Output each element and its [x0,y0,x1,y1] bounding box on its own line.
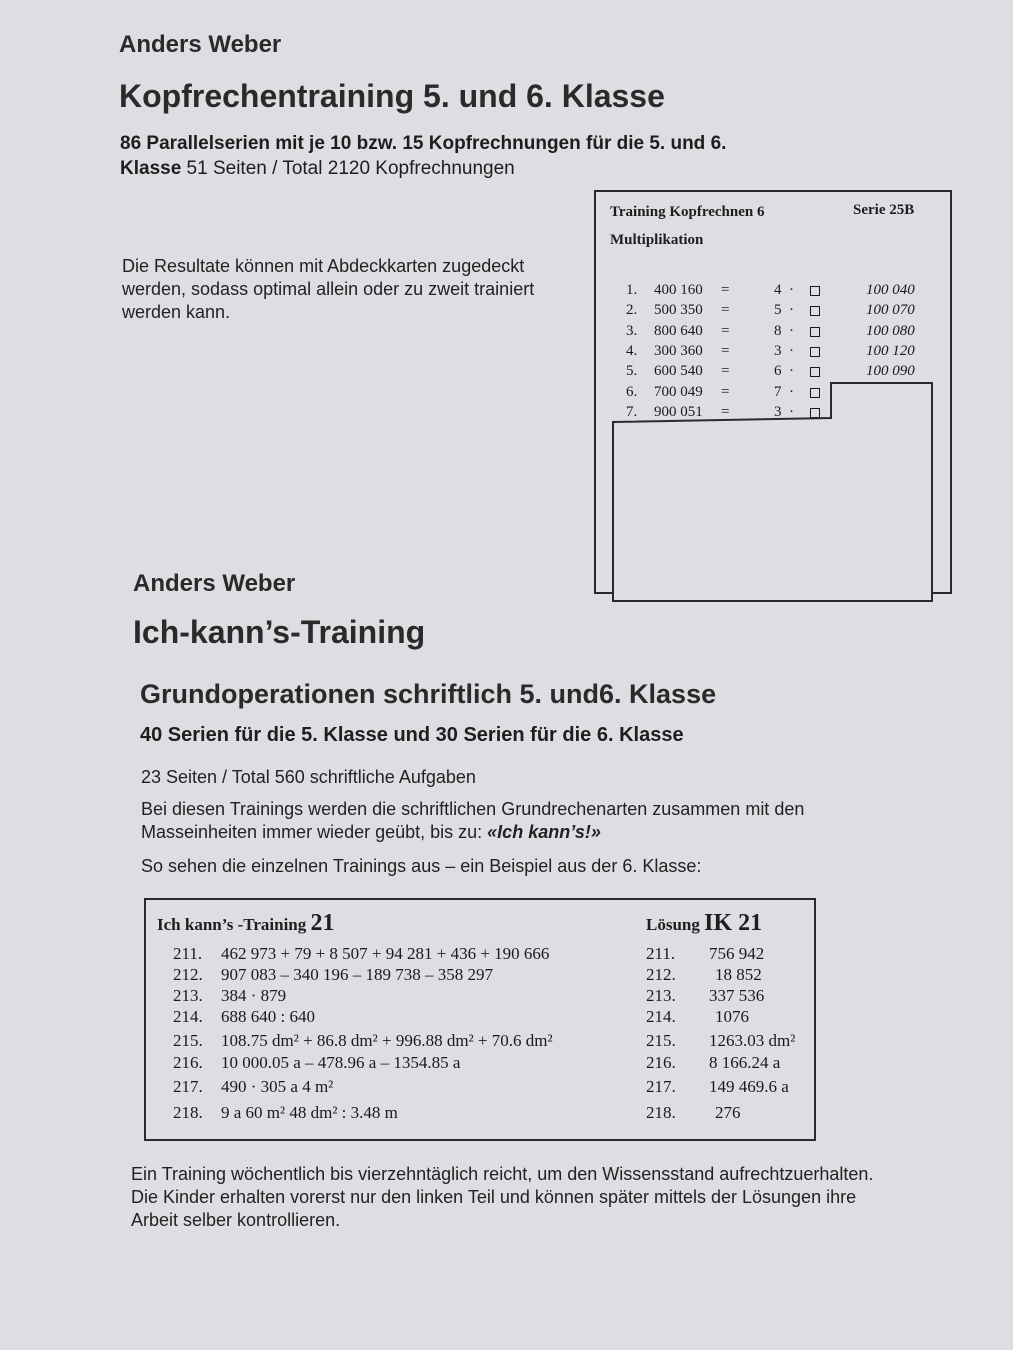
ik-row-task: 490 · 305 a 4 m² [221,1077,334,1096]
card-row-n: 6. [626,383,638,400]
ik-row-ln: 218. [646,1103,676,1122]
ik-row-ln: 213. [646,986,676,1005]
ich-kanns-box [144,898,816,1141]
book2-subtitle: Grundoperationen schriftlich 5. und6. Klasse [140,679,717,709]
ik-row-sol: 149 469.6 a [709,1077,789,1096]
card-row-f: 3 [774,342,782,359]
ik-row-sol: 8 166.24 a [709,1053,781,1072]
card-row-n: 5. [626,363,638,380]
ik-right-number: IK 21 [704,910,763,936]
card-row-answer: 100 070 [866,302,915,319]
ik-row-n: 212. [173,965,203,984]
card-row-val: 800 640 [654,322,703,339]
card-row-f: 4 [774,282,782,298]
book1-subtitle-bold: Klasse [120,158,182,179]
book2-example-intro: So sehen die einzelnen Trainings aus – ein Beispiel aus der 6. Klasse: [141,856,702,876]
book1-description: Die Resultate können mit Abdeckkarten zugedeckt werden, sodass optimal allein oder zu zweit trainiert werden kann. [122,256,535,322]
card-title: Training Kopfrechnen 6 [610,204,765,220]
book2-author: Anders Weber [133,570,296,597]
card-row-val: 600 540 [654,363,703,380]
card-row [596,302,926,322]
ik-left-title: Ich kann’s -Training [157,915,311,934]
card-row-eq: = [721,363,730,380]
ik-right-header [646,910,762,937]
answer-box-icon [810,306,820,316]
card-row-n: 3. [626,322,638,339]
card-serie: Serie 25B [853,202,915,218]
card-row [596,363,926,383]
card-row-answer: 100 080 [866,322,915,339]
card-row-eq: = [721,383,730,400]
card-row-n: 7. [626,403,638,420]
answer-box-icon [810,347,820,357]
answer-box-icon [810,367,820,377]
book2-intro-line2-text: Masseinheiten immer wieder geübt, bis zu: [141,822,488,842]
ik-row-task: 9 a 60 m² 48 dm² : 3.48 m [221,1103,398,1122]
ik-row-n: 213. [173,986,203,1005]
ik-row-n: 214. [173,1007,203,1026]
card-row-val: 400 160 [654,282,703,298]
ik-row-sol: 1076 [715,1007,749,1026]
card-row-n: 4. [626,342,638,359]
book2-intro-quote: «Ich kann’s!» [487,822,601,842]
book1-author: Anders Weber [119,31,282,58]
ik-row-sol: 18 852 [715,965,762,984]
card-row-eq: = [721,302,730,319]
card-row-f: 3 [774,403,782,420]
card-row-dot: · [789,342,794,359]
card-row-dot: · [789,403,794,420]
ik-right-title: Lösung [646,915,705,934]
book2-intro-line2 [141,821,601,844]
card-row-val: 900 051 [654,403,703,420]
card-row-f: 8 [774,322,782,339]
card-row-f: 5 [774,302,782,319]
ik-row-sol: 756 942 [709,944,765,963]
card-row-dot: · [789,302,794,319]
ik-row-sol: 1263.03 dm² [709,1031,796,1050]
card-row-f: 6 [774,363,782,380]
cover-card-outline [612,382,933,602]
ik-row-n: 218. [173,1103,203,1122]
ik-left-number: 21 [310,910,335,936]
card-row [596,282,926,302]
ik-row-task: 688 640 : 640 [221,1007,315,1026]
card-row [596,343,926,363]
card-row-answer: 100 120 [866,342,915,359]
ik-row-ln: 214. [646,1007,676,1026]
card-row-dot: · [789,383,794,400]
ik-row-task: 462 973 + 79 + 8 507 + 94 281 + 436 + 190 666 [221,944,550,963]
book2-outro-line2: Die Kinder erhalten vorerst nur den linken Teil und können später mittels der Lösungen ihre [131,1187,857,1207]
card-row-eq: = [721,342,730,359]
card-row-dot: · [789,363,794,380]
card-row-eq: = [721,322,730,339]
card-row-answer: 100 040 [866,282,915,298]
ik-row-ln: 212. [646,965,676,984]
ik-left-header [157,910,335,937]
card-row-dot: · [789,322,794,339]
book2-series: 40 Serien für die 5. Klasse und 30 Serien für die 6. Klasse [140,724,684,746]
book2-pages: 23 Seiten / Total 560 schriftliche Aufgaben [141,767,476,787]
ik-row-ln: 217. [646,1077,676,1096]
ik-row-task: 907 083 – 340 196 – 189 738 – 358 297 [221,965,493,984]
card-row-eq: = [721,282,730,298]
card-row-n: 1. [626,282,638,298]
ik-row-ln: 215. [646,1031,676,1050]
card-row-answer: 100 090 [866,363,915,380]
card-row-val: 500 350 [654,302,703,319]
book1-title: Kopfrechentraining 5. und 6. Klasse [119,78,665,114]
ik-row-task: 384 · 879 [221,986,287,1005]
ik-row-n: 211. [173,944,203,963]
cover-card [612,382,933,602]
book2-outro-line3: Arbeit selber kontrollieren. [131,1210,341,1230]
answer-box-icon [810,286,820,296]
card-row-dot: · [789,282,794,298]
card-row-eq: = [721,403,730,420]
ik-row-sol: 337 536 [709,986,765,1005]
book1-subtitle-rest: 51 Seiten / Total 2120 Kopfrechnungen [181,158,515,179]
ik-row-n: 215. [173,1031,203,1050]
card-row-f: 7 [774,383,782,400]
ik-row-ln: 216. [646,1053,676,1072]
book1-subtitle-line2 [120,158,515,180]
card-row-n: 2. [626,302,638,319]
ik-rows [146,944,814,1134]
ik-row-task: 108.75 dm² + 86.8 dm² + 996.88 dm² + 70.6 dm² [221,1031,553,1050]
ik-row-n: 217. [173,1077,203,1096]
card-row-val: 300 360 [654,342,703,359]
book2-intro-line1: Bei diesen Trainings werden die schriftlichen Grundrechenarten zusammen mit den [141,799,805,819]
ik-row-sol: 276 [715,1103,741,1122]
ik-row-n: 216. [173,1053,203,1072]
book2-outro-line1: Ein Training wöchentlich bis vierzehntäglich reicht, um den Wissensstand aufrechtzuerhalten. [131,1164,874,1184]
card-row-val: 700 049 [654,383,703,400]
answer-box-icon [810,327,820,337]
card-topic: Multiplikation [610,232,704,248]
card-row [596,323,926,343]
ik-row-task: 10 000.05 a – 478.96 a – 1354.85 a [221,1053,461,1072]
ik-row-ln: 211. [646,944,676,963]
book2-title: Ich-kann’s-Training [133,614,426,650]
book1-subtitle-line1: 86 Parallelserien mit je 10 bzw. 15 Kopfrechnungen für die 5. und 6. [120,133,727,154]
